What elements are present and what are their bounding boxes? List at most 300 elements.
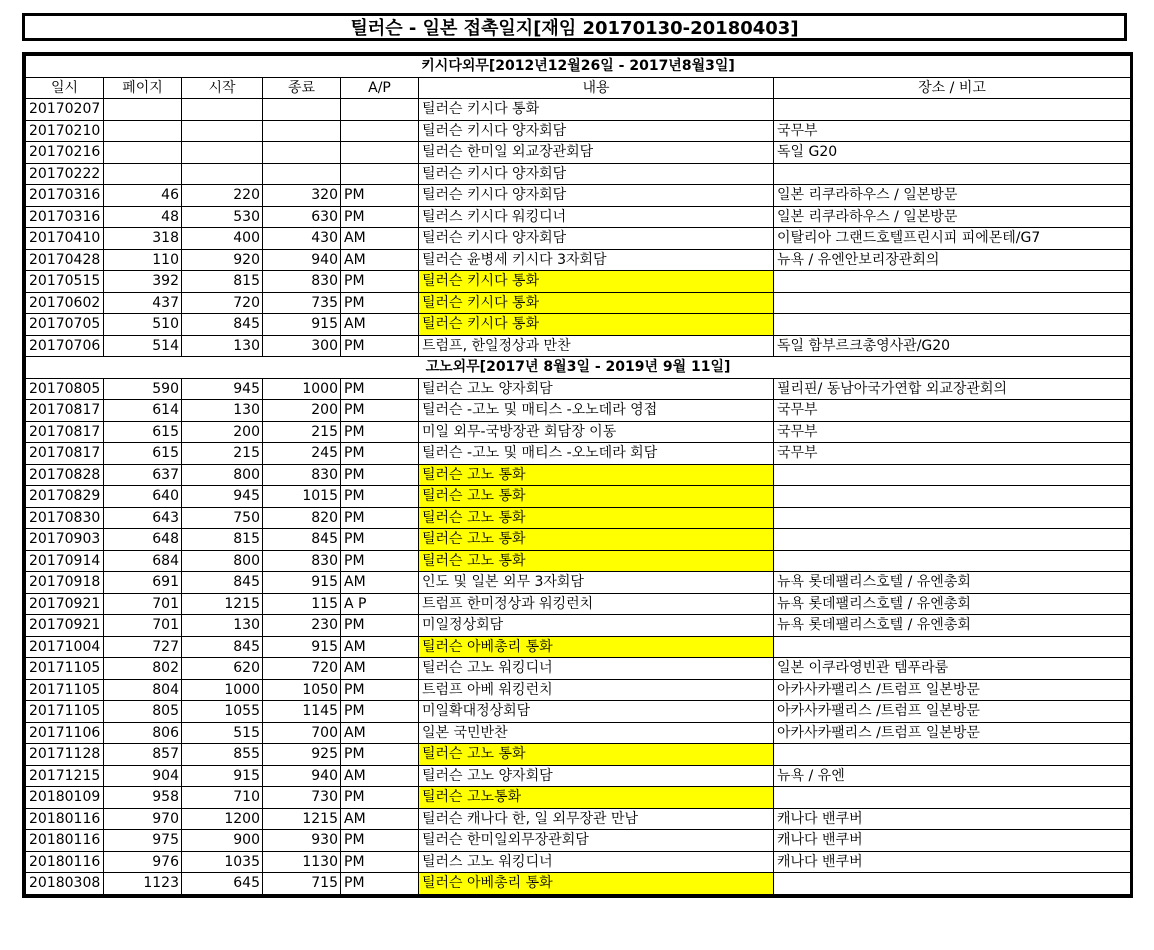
page-cell: 648: [104, 529, 182, 551]
date-cell: 20170829: [26, 486, 104, 508]
date-cell: 20170921: [26, 615, 104, 637]
section-heading: 고노외무[2017년 8월3일 - 2019년 9월 11일]: [26, 357, 1131, 379]
page-cell: 437: [104, 292, 182, 314]
place-cell: 필리핀/ 동남아국가연합 외교장관회의: [774, 378, 1131, 400]
start-time-cell: 920: [182, 249, 263, 271]
place-cell: 독일 G20: [774, 142, 1131, 164]
place-cell: 뉴욕 롯데팰리스호텔 / 유엔총회: [774, 615, 1131, 637]
place-cell: [774, 486, 1131, 508]
ampm-cell: PM: [341, 507, 419, 529]
end-time-cell: [263, 163, 341, 185]
ampm-cell: AM: [341, 808, 419, 830]
end-time-cell: 830: [263, 550, 341, 572]
place-cell: 국무부: [774, 421, 1131, 443]
content-cell: 트럼프 한미정상과 워킹런치: [419, 593, 774, 615]
place-cell: [774, 464, 1131, 486]
content-cell: 틸러슨 키시다 양자회담: [419, 163, 774, 185]
start-time-cell: 515: [182, 722, 263, 744]
ampm-cell: [341, 163, 419, 185]
table-row: [26, 507, 1131, 529]
place-cell: [774, 529, 1131, 551]
date-cell: 20170705: [26, 314, 104, 336]
ampm-cell: AM: [341, 249, 419, 271]
place-cell: [774, 99, 1131, 121]
place-cell: [774, 163, 1131, 185]
end-time-cell: 940: [263, 765, 341, 787]
place-cell: 뉴욕 롯데팰리스호텔 / 유엔총회: [774, 572, 1131, 594]
table-row: [26, 120, 1131, 142]
end-time-cell: 245: [263, 443, 341, 465]
contact-log-table: [25, 55, 1131, 895]
date-cell: 20170914: [26, 550, 104, 572]
table-row: [26, 658, 1131, 680]
date-cell: 20171106: [26, 722, 104, 744]
place-cell: 일본 리쿠라하우스 / 일본방문: [774, 185, 1131, 207]
end-time-cell: 845: [263, 529, 341, 551]
content-cell: 틸러슨 고노 통화: [419, 550, 774, 572]
section-heading-row: [26, 56, 1131, 78]
table-row: [26, 185, 1131, 207]
content-cell: 미일확대정상회담: [419, 701, 774, 723]
column-header-date: 일시: [26, 77, 104, 99]
ampm-cell: AM: [341, 765, 419, 787]
date-cell: 20170817: [26, 400, 104, 422]
place-cell: [774, 292, 1131, 314]
page-cell: 684: [104, 550, 182, 572]
start-time-cell: 845: [182, 314, 263, 336]
content-cell: 틸러슨 키시다 양자회담: [419, 120, 774, 142]
ampm-cell: PM: [341, 787, 419, 809]
place-cell: 국무부: [774, 120, 1131, 142]
date-cell: 20170903: [26, 529, 104, 551]
page-cell: [104, 99, 182, 121]
content-cell: 틸러슨 키시다 통화: [419, 314, 774, 336]
start-time-cell: [182, 120, 263, 142]
start-time-cell: 845: [182, 572, 263, 594]
start-time-cell: 1035: [182, 851, 263, 873]
document-title: 틸러슨 - 일본 접촉일지[재임 20170130-20180403]: [22, 13, 1127, 41]
content-cell: 미일 외무-국방장관 회담장 이동: [419, 421, 774, 443]
end-time-cell: [263, 120, 341, 142]
end-time-cell: 820: [263, 507, 341, 529]
page-cell: 976: [104, 851, 182, 873]
page-cell: 48: [104, 206, 182, 228]
date-cell: 20170515: [26, 271, 104, 293]
column-header-end: 종료: [263, 77, 341, 99]
table-row: [26, 701, 1131, 723]
place-cell: 캐나다 밴쿠버: [774, 830, 1131, 852]
ampm-cell: PM: [341, 744, 419, 766]
content-cell: 틸러슨 캐나다 한, 일 외무장관 만남: [419, 808, 774, 830]
ampm-cell: PM: [341, 615, 419, 637]
content-cell: 미일정상회담: [419, 615, 774, 637]
content-cell: 틸러스 키시다 워킹디너: [419, 206, 774, 228]
table-row: [26, 314, 1131, 336]
table-row: [26, 873, 1131, 895]
content-cell: 인도 및 일본 외무 3자회담: [419, 572, 774, 594]
content-cell: 틸러슨 아베총리 통화: [419, 636, 774, 658]
content-cell: 틸러슨 -고노 및 매티스 -오노데라 회담: [419, 443, 774, 465]
date-cell: 20170817: [26, 421, 104, 443]
ampm-cell: AM: [341, 636, 419, 658]
date-cell: 20180116: [26, 830, 104, 852]
start-time-cell: 1055: [182, 701, 263, 723]
place-cell: [774, 744, 1131, 766]
start-time-cell: 845: [182, 636, 263, 658]
ampm-cell: AM: [341, 572, 419, 594]
date-cell: 20170222: [26, 163, 104, 185]
end-time-cell: 215: [263, 421, 341, 443]
place-cell: 독일 함부르크총영사관/G20: [774, 335, 1131, 357]
ampm-cell: PM: [341, 206, 419, 228]
page-cell: 1123: [104, 873, 182, 895]
place-cell: 아카사카팰리스 /트럼프 일본방문: [774, 722, 1131, 744]
table-row: [26, 443, 1131, 465]
start-time-cell: 900: [182, 830, 263, 852]
page-cell: 857: [104, 744, 182, 766]
place-cell: [774, 314, 1131, 336]
place-cell: [774, 787, 1131, 809]
date-cell: 20180116: [26, 851, 104, 873]
end-time-cell: 925: [263, 744, 341, 766]
table-row: [26, 787, 1131, 809]
page-cell: 637: [104, 464, 182, 486]
content-cell: 틸러슨 고노 통화: [419, 507, 774, 529]
date-cell: 20171105: [26, 658, 104, 680]
table-row: [26, 572, 1131, 594]
ampm-cell: PM: [341, 830, 419, 852]
content-cell: 트럼프, 한일정상과 만찬: [419, 335, 774, 357]
ampm-cell: PM: [341, 873, 419, 895]
column-header-place: 장소 / 비고: [774, 77, 1131, 99]
table-row: [26, 249, 1131, 271]
date-cell: 20170805: [26, 378, 104, 400]
ampm-cell: PM: [341, 271, 419, 293]
start-time-cell: 130: [182, 400, 263, 422]
date-cell: 20180308: [26, 873, 104, 895]
page-cell: 514: [104, 335, 182, 357]
page-cell: [104, 120, 182, 142]
ampm-cell: PM: [341, 486, 419, 508]
date-cell: 20171105: [26, 701, 104, 723]
end-time-cell: 940: [263, 249, 341, 271]
start-time-cell: 945: [182, 378, 263, 400]
content-cell: 틸러슨 키시다 양자회담: [419, 228, 774, 250]
place-cell: [774, 550, 1131, 572]
end-time-cell: 915: [263, 572, 341, 594]
table-row: [26, 206, 1131, 228]
table-row: [26, 808, 1131, 830]
ampm-cell: PM: [341, 679, 419, 701]
ampm-cell: PM: [341, 421, 419, 443]
content-cell: 틸러슨 -고노 및 매티스 -오노데라 영접: [419, 400, 774, 422]
end-time-cell: 1000: [263, 378, 341, 400]
ampm-cell: [341, 99, 419, 121]
date-cell: 20170918: [26, 572, 104, 594]
end-time-cell: 115: [263, 593, 341, 615]
section-heading: 키시다외무[2012년12월26일 - 2017년8월3일]: [26, 56, 1131, 78]
page-cell: 615: [104, 443, 182, 465]
place-cell: [774, 507, 1131, 529]
start-time-cell: [182, 99, 263, 121]
ampm-cell: PM: [341, 378, 419, 400]
date-cell: 20171128: [26, 744, 104, 766]
page-cell: 701: [104, 593, 182, 615]
page-cell: 806: [104, 722, 182, 744]
content-cell: 틸러슨 키시다 통화: [419, 292, 774, 314]
content-cell: 틸러스 고노 워킹디너: [419, 851, 774, 873]
page-cell: 615: [104, 421, 182, 443]
page-cell: 614: [104, 400, 182, 422]
table-row: [26, 636, 1131, 658]
date-cell: 20170216: [26, 142, 104, 164]
date-cell: 20170830: [26, 507, 104, 529]
section-heading-row: [26, 357, 1131, 379]
table-row: [26, 335, 1131, 357]
page-cell: 110: [104, 249, 182, 271]
date-cell: 20170210: [26, 120, 104, 142]
start-time-cell: 815: [182, 529, 263, 551]
contact-log-body: [26, 56, 1131, 895]
date-cell: 20171105: [26, 679, 104, 701]
ampm-cell: PM: [341, 292, 419, 314]
page-cell: 958: [104, 787, 182, 809]
ampm-cell: PM: [341, 185, 419, 207]
start-time-cell: 645: [182, 873, 263, 895]
start-time-cell: 750: [182, 507, 263, 529]
start-time-cell: 855: [182, 744, 263, 766]
ampm-cell: PM: [341, 400, 419, 422]
place-cell: [774, 271, 1131, 293]
content-cell: 틸러슨 고노 워킹디너: [419, 658, 774, 680]
end-time-cell: 1215: [263, 808, 341, 830]
content-cell: 틸러슨 고노 양자회담: [419, 765, 774, 787]
ampm-cell: AM: [341, 314, 419, 336]
content-cell: 틸러슨 고노 통화: [419, 529, 774, 551]
end-time-cell: 200: [263, 400, 341, 422]
table-row: [26, 421, 1131, 443]
ampm-cell: A P: [341, 593, 419, 615]
place-cell: 이탈리아 그랜드호텔프린시피 피에몬테/G7: [774, 228, 1131, 250]
end-time-cell: 715: [263, 873, 341, 895]
place-cell: 일본 이쿠라영빈관 템푸라룸: [774, 658, 1131, 680]
table-row: [26, 271, 1131, 293]
column-header-row: [26, 77, 1131, 99]
start-time-cell: 200: [182, 421, 263, 443]
start-time-cell: 130: [182, 615, 263, 637]
end-time-cell: 430: [263, 228, 341, 250]
table-row: [26, 486, 1131, 508]
table-row: [26, 228, 1131, 250]
page-cell: 975: [104, 830, 182, 852]
start-time-cell: 1215: [182, 593, 263, 615]
ampm-cell: PM: [341, 701, 419, 723]
table-row: [26, 378, 1131, 400]
start-time-cell: 915: [182, 765, 263, 787]
end-time-cell: 320: [263, 185, 341, 207]
contact-log-sheet: [22, 52, 1133, 898]
end-time-cell: [263, 142, 341, 164]
place-cell: 일본 리쿠라하우스 / 일본방문: [774, 206, 1131, 228]
start-time-cell: 815: [182, 271, 263, 293]
date-cell: 20170828: [26, 464, 104, 486]
date-cell: 20170316: [26, 185, 104, 207]
place-cell: 아카사카팰리스 /트럼프 일본방문: [774, 701, 1131, 723]
page-cell: 318: [104, 228, 182, 250]
page-cell: [104, 163, 182, 185]
start-time-cell: 1000: [182, 679, 263, 701]
end-time-cell: 730: [263, 787, 341, 809]
content-cell: 틸러슨 고노 통화: [419, 744, 774, 766]
start-time-cell: 945: [182, 486, 263, 508]
start-time-cell: 215: [182, 443, 263, 465]
place-cell: 캐나다 밴쿠버: [774, 851, 1131, 873]
table-row: [26, 722, 1131, 744]
place-cell: 국무부: [774, 443, 1131, 465]
end-time-cell: 630: [263, 206, 341, 228]
page-cell: 805: [104, 701, 182, 723]
date-cell: 20170817: [26, 443, 104, 465]
column-header-ap: A/P: [341, 77, 419, 99]
table-row: [26, 550, 1131, 572]
page-cell: [104, 142, 182, 164]
content-cell: 틸러슨 키시다 통화: [419, 99, 774, 121]
content-cell: 일본 국민반찬: [419, 722, 774, 744]
content-cell: 틸러슨 한미일외무장관회담: [419, 830, 774, 852]
ampm-cell: PM: [341, 443, 419, 465]
ampm-cell: AM: [341, 722, 419, 744]
date-cell: 20170410: [26, 228, 104, 250]
date-cell: 20170602: [26, 292, 104, 314]
end-time-cell: 830: [263, 271, 341, 293]
start-time-cell: 530: [182, 206, 263, 228]
end-time-cell: 1145: [263, 701, 341, 723]
end-time-cell: 300: [263, 335, 341, 357]
end-time-cell: 915: [263, 314, 341, 336]
start-time-cell: 800: [182, 550, 263, 572]
ampm-cell: [341, 120, 419, 142]
page-cell: 691: [104, 572, 182, 594]
content-cell: 트럼프 아베 워킹런치: [419, 679, 774, 701]
end-time-cell: 830: [263, 464, 341, 486]
end-time-cell: 1130: [263, 851, 341, 873]
content-cell: 틸러슨 고노 통화: [419, 486, 774, 508]
content-cell: 틸러슨 키시다 양자회담: [419, 185, 774, 207]
end-time-cell: 700: [263, 722, 341, 744]
start-time-cell: 220: [182, 185, 263, 207]
page-cell: 970: [104, 808, 182, 830]
end-time-cell: 1050: [263, 679, 341, 701]
start-time-cell: 1200: [182, 808, 263, 830]
column-header-start: 시작: [182, 77, 263, 99]
page-cell: 392: [104, 271, 182, 293]
start-time-cell: 800: [182, 464, 263, 486]
page-cell: 640: [104, 486, 182, 508]
start-time-cell: 720: [182, 292, 263, 314]
ampm-cell: PM: [341, 851, 419, 873]
end-time-cell: 735: [263, 292, 341, 314]
column-header-content: 내용: [419, 77, 774, 99]
page-cell: 46: [104, 185, 182, 207]
page-cell: 727: [104, 636, 182, 658]
page-cell: 904: [104, 765, 182, 787]
page-cell: 802: [104, 658, 182, 680]
page-cell: 701: [104, 615, 182, 637]
date-cell: 20180109: [26, 787, 104, 809]
column-header-page: 페이지: [104, 77, 182, 99]
content-cell: 틸러슨 윤병세 키시다 3자회담: [419, 249, 774, 271]
start-time-cell: 620: [182, 658, 263, 680]
place-cell: 뉴욕 / 유엔안보리장관회의: [774, 249, 1131, 271]
end-time-cell: [263, 99, 341, 121]
end-time-cell: 915: [263, 636, 341, 658]
content-cell: 틸러슨 키시다 통화: [419, 271, 774, 293]
date-cell: 20170706: [26, 335, 104, 357]
start-time-cell: [182, 163, 263, 185]
page-cell: 510: [104, 314, 182, 336]
table-row: [26, 163, 1131, 185]
start-time-cell: [182, 142, 263, 164]
place-cell: [774, 873, 1131, 895]
end-time-cell: 930: [263, 830, 341, 852]
place-cell: 뉴욕 롯데팰리스호텔 / 유엔총회: [774, 593, 1131, 615]
place-cell: [774, 636, 1131, 658]
ampm-cell: PM: [341, 550, 419, 572]
table-row: [26, 400, 1131, 422]
page-cell: 804: [104, 679, 182, 701]
date-cell: 20171215: [26, 765, 104, 787]
table-row: [26, 529, 1131, 551]
end-time-cell: 1015: [263, 486, 341, 508]
start-time-cell: 130: [182, 335, 263, 357]
place-cell: 캐나다 밴쿠버: [774, 808, 1131, 830]
table-row: [26, 99, 1131, 121]
table-row: [26, 464, 1131, 486]
table-row: [26, 142, 1131, 164]
page-cell: 643: [104, 507, 182, 529]
table-row: [26, 593, 1131, 615]
date-cell: 20180116: [26, 808, 104, 830]
place-cell: 뉴욕 / 유엔: [774, 765, 1131, 787]
table-row: [26, 679, 1131, 701]
content-cell: 틸러슨 고노통화: [419, 787, 774, 809]
date-cell: 20170921: [26, 593, 104, 615]
date-cell: 20170428: [26, 249, 104, 271]
end-time-cell: 230: [263, 615, 341, 637]
ampm-cell: AM: [341, 228, 419, 250]
table-row: [26, 615, 1131, 637]
table-row: [26, 830, 1131, 852]
table-row: [26, 765, 1131, 787]
content-cell: 틸러슨 한미일 외교장관회담: [419, 142, 774, 164]
start-time-cell: 400: [182, 228, 263, 250]
ampm-cell: PM: [341, 335, 419, 357]
date-cell: 20171004: [26, 636, 104, 658]
ampm-cell: PM: [341, 529, 419, 551]
content-cell: 틸러슨 아베총리 통화: [419, 873, 774, 895]
table-row: [26, 292, 1131, 314]
ampm-cell: PM: [341, 464, 419, 486]
ampm-cell: [341, 142, 419, 164]
place-cell: 아카사카팰리스 /트럼프 일본방문: [774, 679, 1131, 701]
start-time-cell: 710: [182, 787, 263, 809]
date-cell: 20170316: [26, 206, 104, 228]
table-row: [26, 851, 1131, 873]
place-cell: 국무부: [774, 400, 1131, 422]
date-cell: 20170207: [26, 99, 104, 121]
ampm-cell: AM: [341, 658, 419, 680]
page-cell: 590: [104, 378, 182, 400]
